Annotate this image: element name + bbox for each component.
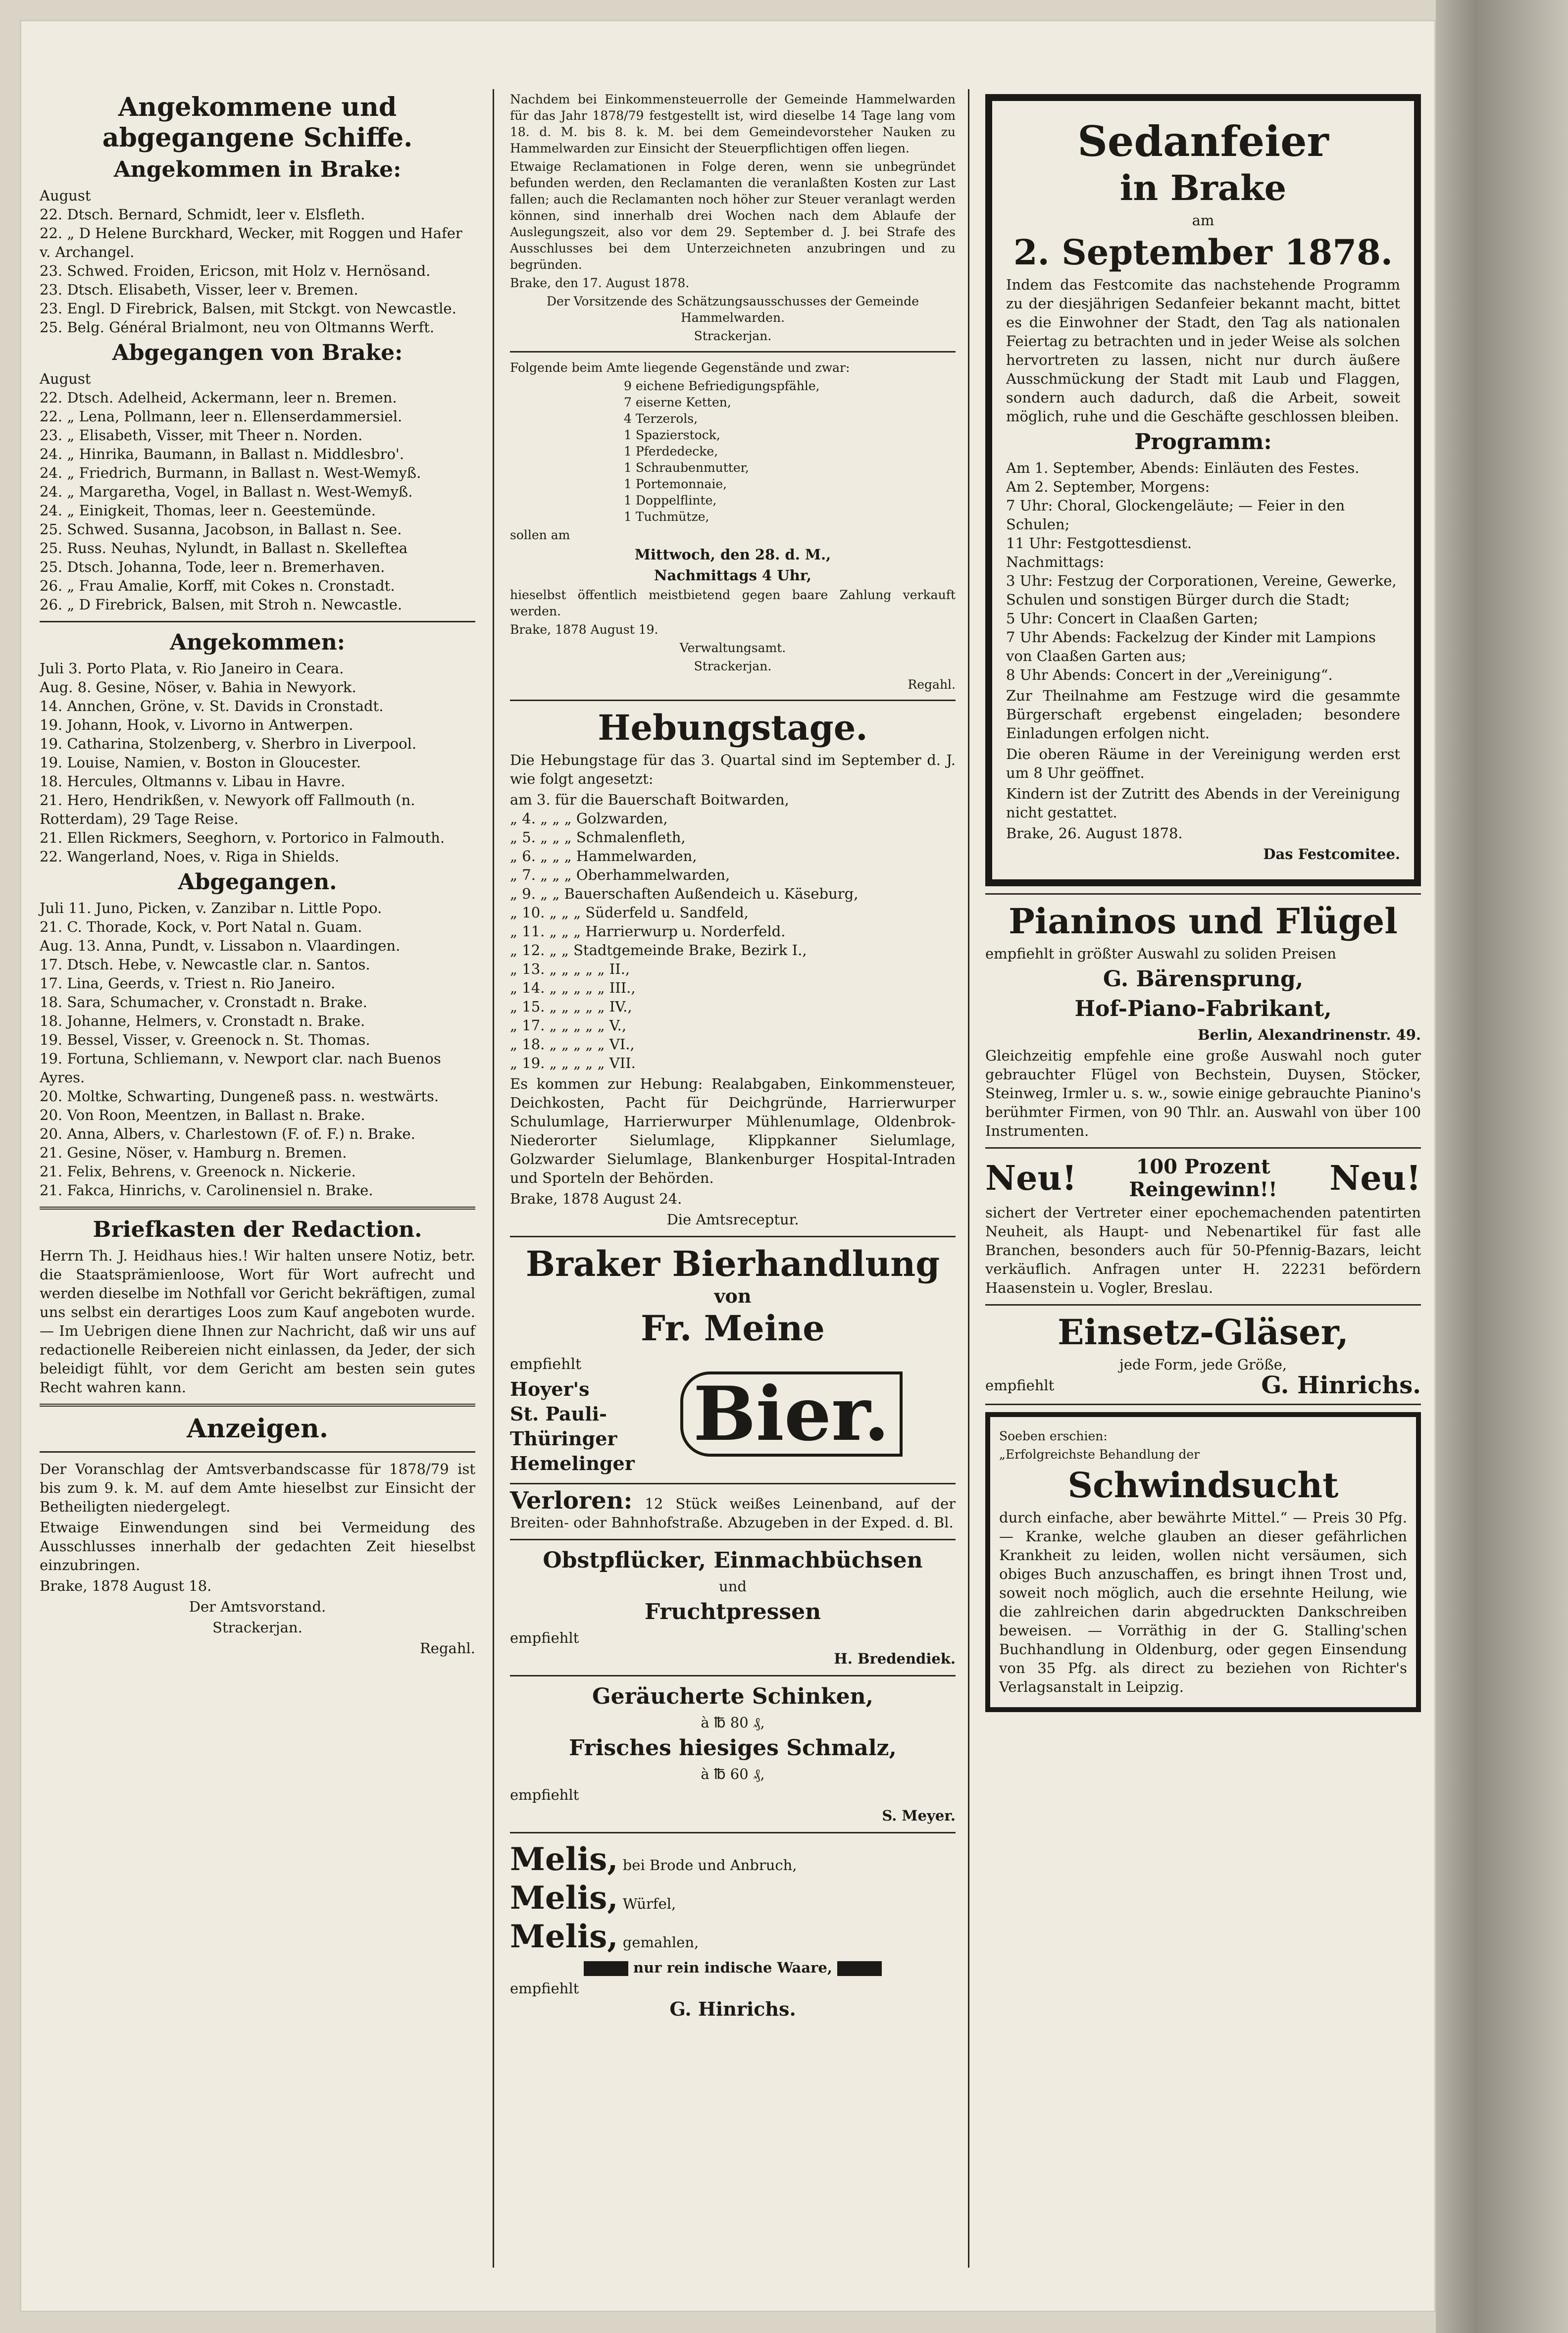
divider <box>985 893 1421 895</box>
divider <box>40 621 475 622</box>
melis-word: Melis, <box>510 1841 618 1878</box>
list-item: Hemelinger <box>510 1452 635 1474</box>
bier-ad <box>510 1352 956 1476</box>
sedan-am: am <box>1192 212 1214 229</box>
list-item: 1 Portemonnaie, <box>624 477 727 491</box>
melis-indische: nur rein indische Waare, <box>633 1959 832 1976</box>
obst-und: und <box>719 1578 747 1595</box>
sedan-text: Indem das Festcomite das nachstehende Programm zu der diesjährigen Sedanfeier bekannt macht, bittet es die Einwohner der Stadt, den Tag als nationalen Feiertag zu betrachten und in jeder Weise als solchen hervortreten zu lassen, nicht nur durch äußere Ausschmückung der Stadt mit Laub und Flaggen, sondern auch dadurch, daß die Arbeit, soweit möglich, ruhe und die Geschäfte geschlossen bleiben. <box>1006 276 1400 425</box>
sedan-box <box>985 94 1421 886</box>
list-item: „ 15. „ „ „ „ „ IV., <box>510 998 632 1015</box>
meyer-name: S. Meyer. <box>882 1807 956 1824</box>
divider <box>510 1236 956 1237</box>
neu-mid2: Reingewinn!! <box>1129 1178 1277 1201</box>
list-item: „ 4. „ „ „ Golzwarden, <box>510 810 668 827</box>
divider <box>985 1404 1421 1405</box>
list-item: 9 eichene Befriedigungspfähle, <box>624 379 820 393</box>
piano-text2: Gleichzeitig empfehle eine große Auswahl noch guter gebrauchter Flügel von Bechstein, Duysen, Stöcker, Steinweg, Irmler u. s. w., sowie einige gebrauchte Pianino's berühmter Firmen, von 90 Thlr. an. Auswahl von über 100 Instrumenten. <box>985 1047 1421 1139</box>
auction-intro: Folgende beim Amte liegende Gegenstände und zwar: <box>510 360 850 375</box>
list-item: August <box>40 370 91 387</box>
list-item: 17. Lina, Geerds, v. Triest n. Rio Janeiro. <box>40 975 336 992</box>
list-item: 20. Von Roon, Meentzen, in Ballast n. Brake. <box>40 1107 365 1123</box>
einsetz-title: Einsetz-Gläser, <box>1058 1312 1349 1353</box>
hebung-text: Es kommen zur Hebung: Realabgaben, Einkommensteuer, Deichkosten, Pacht für Deichgründe, Harrierwurper Schulumlage, Harrierwurper Mühlenumlage, Oldenbrok-Niederorter Sielumlage, Klippkanner Sielumlage, Golzwarder Sielumlage, Blankenburger Hospital-Intraden und Sporteln der Behörden. <box>510 1075 956 1186</box>
neu-header <box>985 1156 1421 1201</box>
list-item: 19. Louise, Namien, v. Boston in Gloucester. <box>40 754 361 771</box>
list-item: 14. Annchen, Gröne, v. St. Davids in Cronstadt. <box>40 698 384 714</box>
list-item: „ 10. „ „ „ Süderfeld u. Sandfeld, <box>510 904 749 921</box>
hebung-list <box>510 790 956 1072</box>
list-item: „ 19. „ „ „ „ „ VII. <box>510 1055 636 1071</box>
einsetz-sub: jede Form, jede Größe, <box>1119 1356 1287 1373</box>
list-item: 23. „ Elisabeth, Visser, mit Theer n. Norden. <box>40 427 363 444</box>
list-item: „ 14. „ „ „ „ „ III., <box>510 979 636 996</box>
list-item: August <box>40 187 91 204</box>
auction-when: Mittwoch, den 28. d. M., <box>634 546 831 563</box>
schinken-price: à ℔ 80 ₰, <box>701 1714 765 1731</box>
list-item: 19. Fortuna, Schliemann, v. Newport clar. nach Buenos Ayres. <box>40 1050 441 1086</box>
departed-title: Abgegangen. <box>178 869 337 895</box>
list-item: 25. Schwed. Susanna, Jacobson, in Ballast n. See. <box>40 521 402 538</box>
arrived-title: Angekommen: <box>169 630 346 655</box>
list-item: 23. Dtsch. Elisabeth, Visser, leer v. Bremen. <box>40 281 358 298</box>
list-item: 1 Schraubenmutter, <box>624 460 749 475</box>
list-item: 24. „ Margaretha, Vogel, in Ballast n. West-Wemyß. <box>40 483 413 500</box>
bier-name: Fr. Meine <box>641 1308 825 1349</box>
list-item: 24. „ Hinrika, Baumann, in Ballast n. Middlesbro'. <box>40 446 405 462</box>
list-item: 21. Gesine, Nöser, v. Hamburg n. Bremen. <box>40 1144 347 1161</box>
bier-empf: empfiehlt <box>510 1356 582 1373</box>
list-item: „ 5. „ „ „ Schmalenfleth, <box>510 829 686 846</box>
arrived-brake-title: Angekommen in Brake: <box>113 157 402 182</box>
list-item: 24. „ Friedrich, Burmann, in Ballast n. West-Wemyß. <box>40 464 421 481</box>
sedan-title: Sedanfeier <box>1077 117 1329 166</box>
list-item: 22. Dtsch. Adelheid, Ackermann, leer n. Bremen. <box>40 389 397 406</box>
schw-text: durch einfache, aber bewährte Mittel.“ — Preis 30 Pfg. — Kranke, welche glauben an dieser gefährlichen Krankheit zu leiden, wollen nicht versäumen, sich obiges Buch anzuschaffen, es bringt ihnen Trost und, soweit noch möglich, auch die ersehnte Heilung, wie die zahlreichen darin abgedruckten Dankschreiben beweisen. — Vorräthig in der G. Stalling'schen Buchhandlung in Oldenburg, oder gegen Einsendung von 35 Pfg. als direct zu beziehen von Richter's Verlagsanstalt in Leipzig. <box>999 1509 1407 1695</box>
list-item: 18. Sara, Schumacher, v. Cronstadt n. Brake. <box>40 994 367 1011</box>
obst-title2: Fruchtpressen <box>644 1599 821 1624</box>
list-item: 1 Pferdedecke, <box>624 444 718 458</box>
piano-name: G. Bärensprung, <box>1103 966 1304 992</box>
list-item: Aug. 13. Anna, Pundt, v. Lissabon n. Vlaardingen. <box>40 937 401 954</box>
piano-firm: Hof-Piano-Fabrikant, <box>1074 996 1332 1021</box>
list-item: 20. Moltke, Schwarting, Dungeneß pass. n. westwärts. <box>40 1088 439 1105</box>
list-item: Hoyer's <box>510 1378 590 1400</box>
arrived-list <box>40 659 475 866</box>
schw-intro: Soeben erschien: <box>999 1429 1108 1443</box>
hebung-sig: Die Amtsreceptur. <box>666 1211 799 1228</box>
auction-sig1: Verwaltungsamt. <box>679 641 786 655</box>
schinken-title: Geräucherte Schinken, <box>592 1684 873 1709</box>
column-notices <box>510 89 956 2021</box>
list-item: Nachmittags: <box>1006 554 1105 570</box>
list-item: 19. Bessel, Visser, v. Greenock n. St. Thomas. <box>40 1031 370 1048</box>
column-ads <box>985 89 1421 1717</box>
ads-title: Anzeigen. <box>187 1414 328 1444</box>
divider <box>510 1675 956 1676</box>
column-divider-right <box>968 89 969 2268</box>
list-item: 23. Schwed. Froiden, Ericson, mit Holz v. Hernösand. <box>40 262 431 279</box>
list-item: Aug. 8. Gesine, Nöser, v. Bahia in Newyork. <box>40 679 356 696</box>
program-text3: Kindern ist der Zutritt des Abends in der Vereinigung nicht gestattet. <box>1006 785 1400 821</box>
melis-empf: empfiehlt <box>510 1980 579 1997</box>
auction-sollen: sollen am <box>510 528 570 542</box>
notice1-date: Brake, den 17. August 1878. <box>510 276 690 290</box>
divider <box>510 1539 956 1540</box>
program-list <box>1006 458 1400 684</box>
ad1-text2: Etwaige Einwendungen sind bei Vermeidung des Ausschlusses innerhalb der gedachten Zeit hieselbst einzubringen. <box>40 1519 475 1573</box>
sedan-date: 2. September 1878. <box>1013 232 1393 273</box>
list-item: 25. Russ. Neuhas, Nylundt, in Ballast n. Skelleftea <box>40 540 408 557</box>
list-item: „ 11. „ „ „ Harrierwurp u. Norderfeld. <box>510 923 786 940</box>
meyer-empf: empfiehlt <box>510 1786 579 1803</box>
obst-name: H. Bredendiek. <box>834 1650 956 1667</box>
divider <box>510 1832 956 1833</box>
departed-brake-title: Abgegangen von Brake: <box>112 340 403 365</box>
melis-1: bei Brode und Anbruch, <box>622 1857 797 1874</box>
melis-name: G. Hinrichs. <box>669 1998 796 2020</box>
list-item: „ 12. „ „ Stadtgemeinde Brake, Bezirk I., <box>510 942 807 959</box>
einsetz-name: G. Hinrichs. <box>1261 1371 1421 1399</box>
list-item: 25. Dtsch. Johanna, Tode, leer n. Bremerhaven. <box>40 558 385 575</box>
list-item: 1 Spazierstock, <box>624 428 720 442</box>
book-edge <box>1436 0 1568 2333</box>
divider <box>40 1451 475 1453</box>
letterbox-text: Herrn Th. J. Heidhaus hies.! Wir halten unsere Notiz, betr. die Staatsprämienloose, Wort für Wort aufrecht und werden dieselbe im Nothfall vor Gericht bekräftigen, zumal uns selbst ein derartiges Loos zum Kauf angeboten wurde. — Im Uebrigen diene Ihnen zur Nachricht, daß wir uns auf redactionelle Reibereien nicht einlassen, da Jeder, der sich beleidigt fühlt, vor dem Gericht am besten sein gutes Recht wahren kann. <box>40 1247 475 1396</box>
neu-left: Neu! <box>985 1159 1077 1198</box>
list-item: 22. Wangerland, Noes, v. Riga in Shields. <box>40 848 340 865</box>
neu-right: Neu! <box>1329 1159 1421 1198</box>
divider <box>510 1483 956 1484</box>
list-item: 4 Terzerols, <box>624 411 698 426</box>
ad1-sig3: Regahl. <box>419 1640 475 1657</box>
hebung-date: Brake, 1878 August 24. <box>510 1190 682 1207</box>
sedan-in: in Brake <box>1119 167 1287 208</box>
list-item: 26. „ D Firebrick, Balsen, mit Stroh n. Newcastle. <box>40 596 403 613</box>
program-text2: Die oberen Räume in der Vereinigung werden erst um 8 Uhr geöffnet. <box>1006 746 1400 781</box>
list-item: 18. Johanne, Helmers, v. Cronstadt n. Brake. <box>40 1013 365 1029</box>
obst-empf: empfiehlt <box>510 1629 579 1646</box>
auction-text: hieselbst öffentlich meistbietend gegen baare Zahlung verkauft werden. <box>510 588 956 618</box>
obst-title: Obstpflücker, Einmachbüchsen <box>543 1548 923 1573</box>
list-item: „ 7. „ „ „ Oberhammelwarden, <box>510 866 730 883</box>
auction-time: Nachmittags 4 Uhr, <box>654 567 811 584</box>
list-item: 3 Uhr: Festzug der Corporationen, Vereine, Gewerke, Schulen und sonstigen Bürger durch die Stadt; <box>1006 572 1397 608</box>
column-ships <box>40 89 475 1660</box>
ships-title: Angekommene und abgegangene Schiffe. <box>102 92 413 153</box>
bier-title: Braker Bierhandlung <box>525 1243 940 1284</box>
schw-title: Schwindsucht <box>1067 1465 1339 1506</box>
list-item: Am 1. September, Abends: Einläuten des Festes. <box>1006 459 1360 476</box>
list-item: 18. Hercules, Oltmanns v. Libau in Havre. <box>40 773 346 790</box>
piano-addr: Berlin, Alexandrinenstr. 49. <box>1198 1026 1421 1043</box>
program-date: Brake, 26. August 1878. <box>1006 825 1183 842</box>
list-item: 1 Tuchmütze, <box>624 509 709 524</box>
list-item: 21. Fakca, Hinrichs, v. Carolinensiel n. Brake. <box>40 1182 373 1199</box>
list-item: „ 18. „ „ „ „ „ VI., <box>510 1036 635 1053</box>
melis-word: Melis, <box>510 1879 618 1917</box>
list-item: Am 2. September, Morgens: <box>1006 478 1210 495</box>
list-item: 24. „ Einigkeit, Thomas, leer n. Geestemünde. <box>40 502 376 519</box>
list-item: 21. Hero, Hendrikßen, v. Newyork off Fallmouth (n. Rotterdam), 29 Tage Reise. <box>40 792 415 827</box>
piano-title: Pianinos und Flügel <box>1009 901 1398 942</box>
list-item: 8 Uhr Abends: Concert in der „Vereinigung“. <box>1006 666 1333 683</box>
auction-date: Brake, 1878 August 19. <box>510 622 658 637</box>
lost-title: Verloren: <box>510 1487 633 1515</box>
hebung-title: Hebungstage. <box>598 707 868 748</box>
einsetz-empf: empfiehlt <box>985 1377 1055 1394</box>
list-item: am 3. für die Bauerschaft Boitwarden, <box>510 791 789 808</box>
list-item: „ 6. „ „ „ Hammelwarden, <box>510 848 697 864</box>
schw-sub: „Erfolgreichste Behandlung der <box>999 1447 1200 1462</box>
list-item: 22. „ D Helene Burckhard, Wecker, mit Roggen und Hafer v. Archangel. <box>40 225 462 260</box>
schmalz-title: Frisches hiesiges Schmalz, <box>569 1735 897 1761</box>
list-item: 19. Catharina, Stolzenberg, v. Sherbro in Liverpool. <box>40 735 417 752</box>
list-item: Juli 11. Juno, Picken, v. Zanzibar n. Little Popo. <box>40 900 382 916</box>
list-item: 21. Felix, Behrens, v. Greenock n. Nickerie. <box>40 1163 356 1180</box>
notice1-text: Nachdem bei Einkommensteuerrolle der Gemeinde Hammelwarden für das Jahr 1878/79 festgestellt ist, wird dieselbe 14 Tage lang vom 18. d. M. bis 8. k. M. bei dem Gemeindevorsteher Nauken zu Hammelwarden zur Einsicht der Steuerpflichtigen offen liegen. <box>510 92 956 155</box>
ad1-text: Der Voranschlag der Amtsverbandscasse für 1878/79 ist bis zum 9. k. M. auf dem Amte hieselbst zur Einsicht der Betheiligten niedergelegt. <box>40 1461 475 1515</box>
list-item: 20. Anna, Albers, v. Charlestown (F. of. F.) n. Brake. <box>40 1125 415 1142</box>
list-item: 7 Uhr: Choral, Glockengeläute; — Feier in den Schulen; <box>1006 497 1345 533</box>
black-bar <box>837 1961 882 1976</box>
list-item: 21. C. Thorade, Kock, v. Port Natal n. Guam. <box>40 918 362 935</box>
list-item: 5 Uhr: Concert in Claaßen Garten; <box>1006 610 1259 627</box>
schmalz-price: à ℔ 60 ₰, <box>701 1766 765 1782</box>
bier-brands <box>510 1352 673 1476</box>
program-sig: Das Festcomitee. <box>1263 846 1400 862</box>
notice1-sig: Der Vorsitzende des Schätzungsausschusses der Gemeinde Hammelwarden. <box>546 294 919 325</box>
list-item: Juli 3. Porto Plata, v. Rio Janeiro in Ceara. <box>40 660 344 677</box>
list-item: Thüringer <box>510 1427 617 1450</box>
list-item: 11 Uhr: Festgottesdienst. <box>1006 535 1192 552</box>
divider <box>40 1404 475 1407</box>
piano-text1: empfiehlt in größter Auswahl zu soliden Preisen <box>985 945 1336 962</box>
list-item: 7 eiserne Ketten, <box>624 395 731 409</box>
list-item: 26. „ Frau Amalie, Korff, mit Cokes n. Cronstadt. <box>40 577 395 594</box>
hebung-intro: Die Hebungstage für das 3. Quartal sind im September d. J. wie folgt angesetzt: <box>510 752 956 787</box>
divider <box>40 1207 475 1210</box>
schwindsucht-box <box>985 1412 1421 1712</box>
bier-von: von <box>714 1285 752 1307</box>
auction-sig3: Regahl. <box>908 677 956 692</box>
list-item: 22. Dtsch. Bernard, Schmidt, leer v. Elsfleth. <box>40 206 365 223</box>
divider <box>510 351 956 353</box>
list-item: 23. Engl. D Firebrick, Balsen, mit Stckgt. von Newcastle. <box>40 300 456 317</box>
list-item: „ 13. „ „ „ „ „ II., <box>510 961 630 977</box>
list-item: 7 Uhr Abends: Fackelzug der Kinder mit Lampions von Claaßen Garten aus; <box>1006 629 1376 664</box>
list-item: 22. „ Lena, Pollmann, leer n. Ellenserdammersiel. <box>40 408 403 425</box>
melis-word: Melis, <box>510 1918 618 1955</box>
divider <box>985 1147 1421 1149</box>
bier-word: Bier. <box>680 1371 903 1457</box>
lost-text: 12 Stück weißes Leinenband, auf der Breiten- oder Bahnhofstraße. Abzugeben in der Exped. d. Bl. <box>510 1495 956 1531</box>
arrived-brake-list <box>40 186 475 337</box>
notice1-text2: Etwaige Reclamationen in Folge deren, wenn sie unbegründet befunden werden, den Reclamanten die veranlaßten Kosten zur Last fallen; auch die Reclamanten noch höher zur Steuer veranlagt werden können, sind innerhalb drei Wochen nach dem Ablaufe der Auslegungszeit, also vor dem 29. September d. J. bei Strafe des Ausschlusses bei dem Unterzeichneten anzubringen und zu begründen. <box>510 159 956 272</box>
program-text1: Zur Theilnahme am Festzuge wird die gesammte Bürgerschaft ergebenst eingeladen; besondere Einladungen erfolgen nicht. <box>1006 687 1400 742</box>
auction-sig2: Strackerjan. <box>694 659 772 673</box>
list-item: „ 17. „ „ „ „ „ V., <box>510 1017 627 1034</box>
list-item: 21. Ellen Rickmers, Seeghorn, v. Portorico in Falmouth. <box>40 829 445 846</box>
auction-items <box>510 378 956 525</box>
neu-mid1: 100 Prozent <box>1136 1155 1270 1178</box>
neu-text: sichert der Vertreter einer epochemachenden patentirten Neuheit, als Haupt- und Nebenartikel für fast alle Branchen, besonders auch für 50-Pfennig-Bazars, leicht verkäuflich. Anfragen unter H. 22231 befördern Haasenstein u. Vogler, Breslau. <box>985 1204 1421 1296</box>
column-divider-left <box>493 89 494 2268</box>
black-bar <box>584 1961 628 1976</box>
melis-2: Würfel, <box>622 1895 676 1912</box>
departed-brake-list <box>40 369 475 614</box>
list-item: 17. Dtsch. Hebe, v. Newcastle clar. n. Santos. <box>40 956 370 973</box>
ad1-sig2: Strackerjan. <box>212 1619 303 1636</box>
newspaper-page <box>20 20 1436 2312</box>
list-item: 25. Belg. Général Brialmont, neu von Oltmanns Werft. <box>40 319 435 336</box>
ad1-date: Brake, 1878 August 18. <box>40 1577 212 1594</box>
notice1-name: Strackerjan. <box>694 329 772 343</box>
list-item: St. Pauli- <box>510 1403 607 1425</box>
divider <box>985 1304 1421 1306</box>
divider <box>510 700 956 701</box>
ad1-sig1: Der Amtsvorstand. <box>189 1598 326 1615</box>
list-item: 19. Johann, Hook, v. Livorno in Antwerpen. <box>40 716 354 733</box>
list-item: „ 9. „ „ Bauerschaften Außendeich u. Käseburg, <box>510 885 859 902</box>
list-item: 1 Doppelflinte, <box>624 493 717 507</box>
program-title: Programm: <box>1134 429 1272 455</box>
departed-list <box>40 899 475 1200</box>
letterbox-title: Briefkasten der Redaction. <box>93 1217 422 1242</box>
melis-3: gemahlen, <box>622 1934 699 1951</box>
